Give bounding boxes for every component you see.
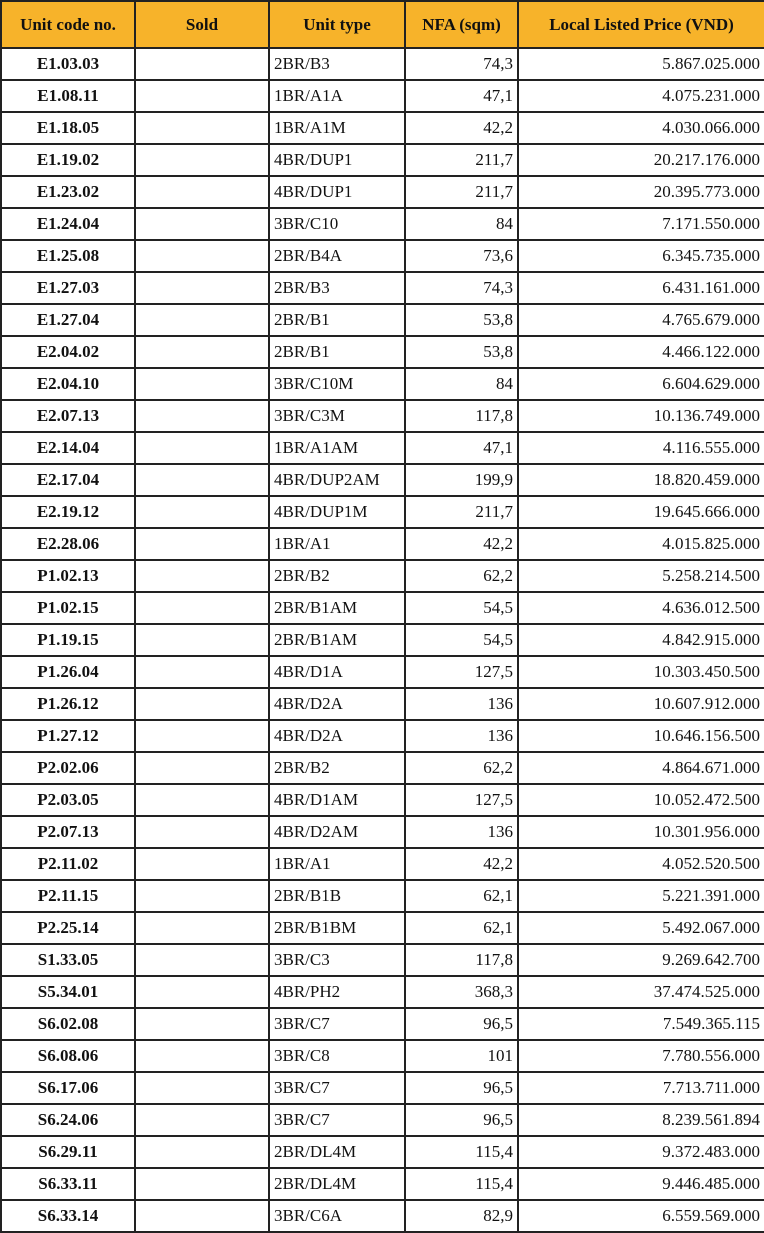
unit-type-cell: 2BR/B3 (269, 48, 405, 80)
table-row (1, 176, 764, 208)
unit-code-cell: S1.33.05 (1, 944, 135, 976)
unit-code-cell: E1.27.03 (1, 272, 135, 304)
table-row (1, 592, 764, 624)
price-cell: 7.780.556.000 (518, 1040, 764, 1072)
price-cell: 19.645.666.000 (518, 496, 764, 528)
price-cell: 6.431.161.000 (518, 272, 764, 304)
table-row (1, 304, 764, 336)
table-row (1, 1200, 764, 1232)
sold-cell (135, 880, 269, 912)
price-cell: 4.466.122.000 (518, 336, 764, 368)
sold-cell (135, 400, 269, 432)
table-row (1, 1072, 764, 1104)
nfa-cell: 84 (405, 208, 518, 240)
header-price: Local Listed Price (VND) (518, 1, 764, 48)
sold-cell (135, 592, 269, 624)
nfa-cell: 96,5 (405, 1008, 518, 1040)
unit-code-cell: P1.02.15 (1, 592, 135, 624)
price-cell: 4.864.671.000 (518, 752, 764, 784)
nfa-cell: 136 (405, 688, 518, 720)
unit-type-cell: 2BR/DL4M (269, 1168, 405, 1200)
unit-type-cell: 4BR/D2A (269, 688, 405, 720)
sold-cell (135, 624, 269, 656)
header-unit-code: Unit code no. (1, 1, 135, 48)
table-row (1, 48, 764, 80)
unit-code-cell: E1.03.03 (1, 48, 135, 80)
price-cell: 7.549.365.115 (518, 1008, 764, 1040)
nfa-cell: 62,2 (405, 560, 518, 592)
unit-type-cell: 4BR/DUP2AM (269, 464, 405, 496)
table-row (1, 784, 764, 816)
nfa-cell: 47,1 (405, 80, 518, 112)
table-row (1, 496, 764, 528)
table-row (1, 240, 764, 272)
unit-code-cell: E2.17.04 (1, 464, 135, 496)
unit-code-cell: E1.19.02 (1, 144, 135, 176)
unit-type-cell: 4BR/DUP1 (269, 144, 405, 176)
price-cell: 5.258.214.500 (518, 560, 764, 592)
unit-type-cell: 1BR/A1A (269, 80, 405, 112)
table-row (1, 272, 764, 304)
nfa-cell: 115,4 (405, 1136, 518, 1168)
unit-code-cell: E2.28.06 (1, 528, 135, 560)
table-row (1, 368, 764, 400)
unit-code-cell: E1.18.05 (1, 112, 135, 144)
price-cell: 8.239.561.894 (518, 1104, 764, 1136)
price-cell: 10.607.912.000 (518, 688, 764, 720)
table-row (1, 752, 764, 784)
unit-code-cell: P2.25.14 (1, 912, 135, 944)
nfa-cell: 62,1 (405, 880, 518, 912)
unit-code-cell: P2.02.06 (1, 752, 135, 784)
unit-type-cell: 2BR/B2 (269, 560, 405, 592)
unit-code-cell: P2.11.02 (1, 848, 135, 880)
sold-cell (135, 944, 269, 976)
nfa-cell: 115,4 (405, 1168, 518, 1200)
price-cell: 5.867.025.000 (518, 48, 764, 80)
sold-cell (135, 496, 269, 528)
unit-type-cell: 2BR/B1AM (269, 624, 405, 656)
sold-cell (135, 48, 269, 80)
unit-type-cell: 3BR/C8 (269, 1040, 405, 1072)
price-cell: 5.221.391.000 (518, 880, 764, 912)
sold-cell (135, 976, 269, 1008)
unit-code-cell: E1.08.11 (1, 80, 135, 112)
table-row (1, 848, 764, 880)
nfa-cell: 127,5 (405, 784, 518, 816)
sold-cell (135, 464, 269, 496)
nfa-cell: 42,2 (405, 528, 518, 560)
unit-type-cell: 2BR/B4A (269, 240, 405, 272)
unit-code-cell: S6.29.11 (1, 1136, 135, 1168)
header-sold: Sold (135, 1, 269, 48)
sold-cell (135, 1136, 269, 1168)
unit-code-cell: E2.19.12 (1, 496, 135, 528)
nfa-cell: 82,9 (405, 1200, 518, 1232)
unit-code-cell: P2.11.15 (1, 880, 135, 912)
sold-cell (135, 656, 269, 688)
table-row (1, 560, 764, 592)
price-cell: 7.171.550.000 (518, 208, 764, 240)
nfa-cell: 368,3 (405, 976, 518, 1008)
sold-cell (135, 336, 269, 368)
unit-code-cell: E1.27.04 (1, 304, 135, 336)
price-cell: 7.713.711.000 (518, 1072, 764, 1104)
nfa-cell: 136 (405, 720, 518, 752)
table-row (1, 112, 764, 144)
unit-type-cell: 2BR/B1 (269, 336, 405, 368)
table-row (1, 1104, 764, 1136)
table-row (1, 144, 764, 176)
sold-cell (135, 272, 269, 304)
unit-code-cell: E1.24.04 (1, 208, 135, 240)
sold-cell (135, 752, 269, 784)
unit-type-cell: 4BR/D1A (269, 656, 405, 688)
sold-cell (135, 848, 269, 880)
sold-cell (135, 1200, 269, 1232)
price-cell: 4.765.679.000 (518, 304, 764, 336)
unit-code-cell: S6.17.06 (1, 1072, 135, 1104)
nfa-cell: 62,2 (405, 752, 518, 784)
unit-code-cell: P1.19.15 (1, 624, 135, 656)
price-cell: 18.820.459.000 (518, 464, 764, 496)
price-cell: 10.136.749.000 (518, 400, 764, 432)
nfa-cell: 136 (405, 816, 518, 848)
nfa-cell: 47,1 (405, 432, 518, 464)
unit-type-cell: 2BR/B2 (269, 752, 405, 784)
nfa-cell: 74,3 (405, 48, 518, 80)
price-cell: 4.636.012.500 (518, 592, 764, 624)
unit-code-cell: S6.02.08 (1, 1008, 135, 1040)
nfa-cell: 62,1 (405, 912, 518, 944)
nfa-cell: 42,2 (405, 112, 518, 144)
nfa-cell: 53,8 (405, 304, 518, 336)
sold-cell (135, 208, 269, 240)
table-row (1, 816, 764, 848)
nfa-cell: 73,6 (405, 240, 518, 272)
nfa-cell: 211,7 (405, 144, 518, 176)
header-nfa: NFA (sqm) (405, 1, 518, 48)
price-cell: 10.303.450.500 (518, 656, 764, 688)
sold-cell (135, 80, 269, 112)
sold-cell (135, 240, 269, 272)
unit-type-cell: 3BR/C3 (269, 944, 405, 976)
unit-code-cell: E1.25.08 (1, 240, 135, 272)
sold-cell (135, 560, 269, 592)
unit-code-cell: E2.04.10 (1, 368, 135, 400)
unit-type-cell: 2BR/B1BM (269, 912, 405, 944)
table-row (1, 336, 764, 368)
unit-type-cell: 1BR/A1 (269, 848, 405, 880)
unit-type-cell: 4BR/D2AM (269, 816, 405, 848)
unit-type-cell: 3BR/C6A (269, 1200, 405, 1232)
price-cell: 4.842.915.000 (518, 624, 764, 656)
nfa-cell: 96,5 (405, 1072, 518, 1104)
sold-cell (135, 784, 269, 816)
sold-cell (135, 1040, 269, 1072)
unit-type-cell: 2BR/B1AM (269, 592, 405, 624)
table-row (1, 912, 764, 944)
unit-code-cell: P1.26.12 (1, 688, 135, 720)
nfa-cell: 127,5 (405, 656, 518, 688)
unit-code-cell: S6.33.11 (1, 1168, 135, 1200)
sold-cell (135, 720, 269, 752)
table-row (1, 464, 764, 496)
unit-type-cell: 4BR/D2A (269, 720, 405, 752)
table-row (1, 688, 764, 720)
unit-code-cell: P1.26.04 (1, 656, 135, 688)
sold-cell (135, 304, 269, 336)
price-cell: 9.372.483.000 (518, 1136, 764, 1168)
price-cell: 9.269.642.700 (518, 944, 764, 976)
nfa-cell: 74,3 (405, 272, 518, 304)
unit-type-cell: 4BR/PH2 (269, 976, 405, 1008)
unit-type-cell: 1BR/A1M (269, 112, 405, 144)
unit-type-cell: 4BR/D1AM (269, 784, 405, 816)
sold-cell (135, 688, 269, 720)
unit-code-cell: E2.04.02 (1, 336, 135, 368)
nfa-cell: 84 (405, 368, 518, 400)
table-row (1, 720, 764, 752)
unit-code-cell: P1.27.12 (1, 720, 135, 752)
price-cell: 6.345.735.000 (518, 240, 764, 272)
nfa-cell: 54,5 (405, 624, 518, 656)
unit-code-cell: E2.14.04 (1, 432, 135, 464)
header-unit-type: Unit type (269, 1, 405, 48)
table-row (1, 80, 764, 112)
unit-type-cell: 2BR/B1 (269, 304, 405, 336)
table-row (1, 880, 764, 912)
sold-cell (135, 144, 269, 176)
nfa-cell: 211,7 (405, 176, 518, 208)
sold-cell (135, 528, 269, 560)
nfa-cell: 101 (405, 1040, 518, 1072)
nfa-cell: 53,8 (405, 336, 518, 368)
price-cell: 10.301.956.000 (518, 816, 764, 848)
table-row (1, 208, 764, 240)
sold-cell (135, 912, 269, 944)
unit-type-cell: 1BR/A1 (269, 528, 405, 560)
unit-code-cell: P1.02.13 (1, 560, 135, 592)
price-cell: 4.116.555.000 (518, 432, 764, 464)
table-body (1, 48, 764, 1232)
price-cell: 5.492.067.000 (518, 912, 764, 944)
table-row (1, 432, 764, 464)
table-row (1, 528, 764, 560)
unit-code-cell: S5.34.01 (1, 976, 135, 1008)
table-row (1, 976, 764, 1008)
sold-cell (135, 1104, 269, 1136)
unit-code-cell: P2.07.13 (1, 816, 135, 848)
price-cell: 20.395.773.000 (518, 176, 764, 208)
header-row (1, 1, 764, 48)
price-cell: 6.604.629.000 (518, 368, 764, 400)
unit-code-cell: E2.07.13 (1, 400, 135, 432)
nfa-cell: 117,8 (405, 400, 518, 432)
price-cell: 37.474.525.000 (518, 976, 764, 1008)
sold-cell (135, 368, 269, 400)
nfa-cell: 199,9 (405, 464, 518, 496)
unit-code-cell: S6.08.06 (1, 1040, 135, 1072)
price-cell: 4.075.231.000 (518, 80, 764, 112)
table-row (1, 1136, 764, 1168)
unit-type-cell: 3BR/C3M (269, 400, 405, 432)
sold-cell (135, 816, 269, 848)
unit-type-cell: 2BR/B1B (269, 880, 405, 912)
price-cell: 10.646.156.500 (518, 720, 764, 752)
table-row (1, 656, 764, 688)
price-cell: 4.052.520.500 (518, 848, 764, 880)
unit-code-cell: E1.23.02 (1, 176, 135, 208)
sold-cell (135, 1008, 269, 1040)
unit-type-cell: 3BR/C10 (269, 208, 405, 240)
unit-type-cell: 3BR/C7 (269, 1104, 405, 1136)
sold-cell (135, 1072, 269, 1104)
unit-type-cell: 1BR/A1AM (269, 432, 405, 464)
unit-code-cell: P2.03.05 (1, 784, 135, 816)
price-cell: 4.015.825.000 (518, 528, 764, 560)
nfa-cell: 96,5 (405, 1104, 518, 1136)
unit-type-cell: 3BR/C10M (269, 368, 405, 400)
unit-type-cell: 4BR/DUP1M (269, 496, 405, 528)
unit-type-cell: 3BR/C7 (269, 1072, 405, 1104)
unit-type-cell: 3BR/C7 (269, 1008, 405, 1040)
table-row (1, 944, 764, 976)
table-row (1, 400, 764, 432)
table-row (1, 1040, 764, 1072)
price-cell: 4.030.066.000 (518, 112, 764, 144)
unit-type-cell: 2BR/DL4M (269, 1136, 405, 1168)
unit-code-cell: S6.33.14 (1, 1200, 135, 1232)
sold-cell (135, 112, 269, 144)
nfa-cell: 211,7 (405, 496, 518, 528)
sold-cell (135, 176, 269, 208)
table-row (1, 624, 764, 656)
table-row (1, 1008, 764, 1040)
price-cell: 20.217.176.000 (518, 144, 764, 176)
unit-type-cell: 4BR/DUP1 (269, 176, 405, 208)
price-cell: 10.052.472.500 (518, 784, 764, 816)
unit-code-cell: S6.24.06 (1, 1104, 135, 1136)
table-row (1, 1168, 764, 1200)
sold-cell (135, 1168, 269, 1200)
nfa-cell: 117,8 (405, 944, 518, 976)
sold-cell (135, 432, 269, 464)
unit-type-cell: 2BR/B3 (269, 272, 405, 304)
price-cell: 6.559.569.000 (518, 1200, 764, 1232)
nfa-cell: 42,2 (405, 848, 518, 880)
price-cell: 9.446.485.000 (518, 1168, 764, 1200)
nfa-cell: 54,5 (405, 592, 518, 624)
